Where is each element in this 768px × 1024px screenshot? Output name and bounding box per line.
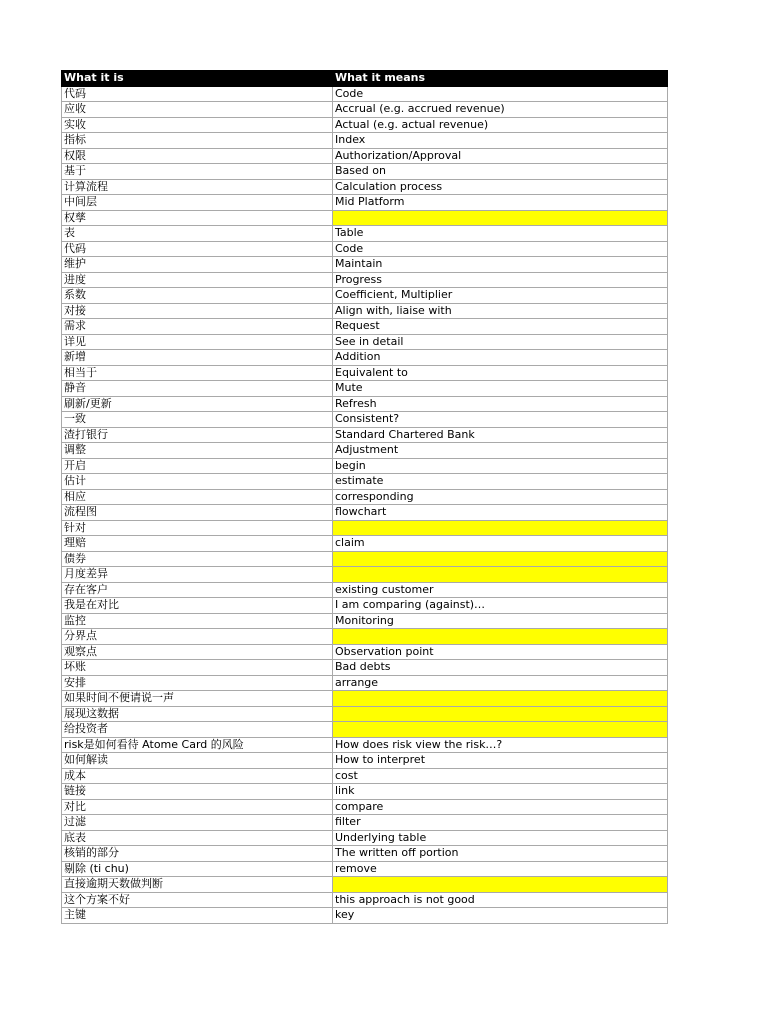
table-row <box>62 396 668 412</box>
cell-meaning: existing customer <box>333 582 668 598</box>
cell-meaning: Calculation process <box>333 179 668 195</box>
table-row <box>62 861 668 877</box>
cell-term: 针对 <box>62 520 333 536</box>
cell-meaning: begin <box>333 458 668 474</box>
table-row <box>62 365 668 381</box>
table-row <box>62 179 668 195</box>
cell-term: 如何解读 <box>62 753 333 769</box>
cell-meaning: Bad debts <box>333 660 668 676</box>
table-row <box>62 288 668 304</box>
table-row <box>62 722 668 738</box>
cell-term: 月度差异 <box>62 567 333 583</box>
cell-term: 一致 <box>62 412 333 428</box>
cell-term: 观察点 <box>62 644 333 660</box>
cell-term: 开启 <box>62 458 333 474</box>
cell-term: 理赔 <box>62 536 333 552</box>
header-row <box>62 71 668 87</box>
cell-term: 相应 <box>62 489 333 505</box>
cell-meaning: remove <box>333 861 668 877</box>
cell-term: 相当于 <box>62 365 333 381</box>
table-row <box>62 505 668 521</box>
cell-term: 权孳 <box>62 210 333 226</box>
cell-meaning: estimate <box>333 474 668 490</box>
table-row <box>62 458 668 474</box>
cell-meaning <box>333 567 668 583</box>
cell-term: 坏账 <box>62 660 333 676</box>
table-row <box>62 660 668 676</box>
cell-term: 分界点 <box>62 629 333 645</box>
table-row <box>62 644 668 660</box>
table-row <box>62 350 668 366</box>
cell-meaning: How to interpret <box>333 753 668 769</box>
table-row <box>62 86 668 102</box>
cell-meaning: this approach is not good <box>333 892 668 908</box>
cell-meaning <box>333 706 668 722</box>
table-row <box>62 489 668 505</box>
cell-term: 债券 <box>62 551 333 567</box>
cell-term: 主键 <box>62 908 333 924</box>
cell-term: 这个方案不好 <box>62 892 333 908</box>
cell-term: 如果时间不便请说一声 <box>62 691 333 707</box>
table-row <box>62 629 668 645</box>
cell-term: 过滤 <box>62 815 333 831</box>
cell-term: 剔除 (ti chu) <box>62 861 333 877</box>
cell-term: 对接 <box>62 303 333 319</box>
cell-meaning: Consistent? <box>333 412 668 428</box>
cell-term: 新增 <box>62 350 333 366</box>
cell-term: 给投资者 <box>62 722 333 738</box>
cell-meaning: Accrual (e.g. accrued revenue) <box>333 102 668 118</box>
cell-meaning: Progress <box>333 272 668 288</box>
cell-term: 中间层 <box>62 195 333 211</box>
table-row <box>62 133 668 149</box>
table-row <box>62 582 668 598</box>
cell-term: 成本 <box>62 768 333 784</box>
table-row <box>62 319 668 335</box>
cell-meaning: key <box>333 908 668 924</box>
cell-meaning: The written off portion <box>333 846 668 862</box>
cell-meaning: How does risk view the risk…? <box>333 737 668 753</box>
cell-meaning: Addition <box>333 350 668 366</box>
table-row <box>62 877 668 893</box>
table-row <box>62 830 668 846</box>
cell-meaning: Align with, liaise with <box>333 303 668 319</box>
table-row <box>62 768 668 784</box>
cell-term: 指标 <box>62 133 333 149</box>
cell-term: 需求 <box>62 319 333 335</box>
cell-meaning: Mid Platform <box>333 195 668 211</box>
cell-meaning: Code <box>333 241 668 257</box>
cell-term: 展现这数据 <box>62 706 333 722</box>
cell-term: 调整 <box>62 443 333 459</box>
cell-meaning <box>333 877 668 893</box>
cell-meaning: filter <box>333 815 668 831</box>
cell-meaning: See in detail <box>333 334 668 350</box>
table-row <box>62 691 668 707</box>
table-row <box>62 598 668 614</box>
cell-term: 估计 <box>62 474 333 490</box>
cell-term: 核销的部分 <box>62 846 333 862</box>
table-row <box>62 427 668 443</box>
table-row <box>62 675 668 691</box>
cell-meaning <box>333 629 668 645</box>
cell-meaning: Request <box>333 319 668 335</box>
table-row <box>62 567 668 583</box>
table-row <box>62 908 668 924</box>
cell-meaning <box>333 520 668 536</box>
header-what-it-means: What it means <box>333 71 668 87</box>
cell-term: 对比 <box>62 799 333 815</box>
table-row <box>62 706 668 722</box>
cell-meaning: corresponding <box>333 489 668 505</box>
table-row <box>62 195 668 211</box>
cell-meaning: cost <box>333 768 668 784</box>
cell-meaning: Maintain <box>333 257 668 273</box>
cell-term: 详见 <box>62 334 333 350</box>
cell-meaning: Mute <box>333 381 668 397</box>
cell-meaning: Adjustment <box>333 443 668 459</box>
table-row <box>62 381 668 397</box>
cell-meaning: flowchart <box>333 505 668 521</box>
cell-meaning <box>333 722 668 738</box>
cell-meaning: Based on <box>333 164 668 180</box>
cell-meaning: Table <box>333 226 668 242</box>
cell-term: 代码 <box>62 86 333 102</box>
cell-term: 应收 <box>62 102 333 118</box>
table-row <box>62 799 668 815</box>
cell-term: 链接 <box>62 784 333 800</box>
cell-meaning: Index <box>333 133 668 149</box>
cell-meaning <box>333 210 668 226</box>
cell-meaning: Observation point <box>333 644 668 660</box>
cell-term: 代码 <box>62 241 333 257</box>
table-row <box>62 148 668 164</box>
cell-term: 维护 <box>62 257 333 273</box>
table-row <box>62 257 668 273</box>
cell-term: risk是如何看待 Atome Card 的风险 <box>62 737 333 753</box>
cell-term: 权限 <box>62 148 333 164</box>
table-row <box>62 520 668 536</box>
cell-term: 安排 <box>62 675 333 691</box>
table-row <box>62 226 668 242</box>
cell-term: 直接逾期天数做判断 <box>62 877 333 893</box>
table-row <box>62 334 668 350</box>
cell-meaning: I am comparing (against)… <box>333 598 668 614</box>
cell-meaning: Underlying table <box>333 830 668 846</box>
cell-meaning: Equivalent to <box>333 365 668 381</box>
cell-term: 监控 <box>62 613 333 629</box>
cell-term: 表 <box>62 226 333 242</box>
glossary-table <box>61 70 668 924</box>
cell-meaning: Coefficient, Multiplier <box>333 288 668 304</box>
table-row <box>62 784 668 800</box>
table-row <box>62 210 668 226</box>
table-row <box>62 613 668 629</box>
cell-term: 我是在对比 <box>62 598 333 614</box>
cell-meaning <box>333 691 668 707</box>
table-row <box>62 443 668 459</box>
cell-meaning: claim <box>333 536 668 552</box>
table-row <box>62 102 668 118</box>
cell-term: 流程图 <box>62 505 333 521</box>
cell-term: 实收 <box>62 117 333 133</box>
table-row <box>62 164 668 180</box>
table-row <box>62 272 668 288</box>
cell-term: 计算流程 <box>62 179 333 195</box>
cell-meaning: Authorization/Approval <box>333 148 668 164</box>
table-body <box>62 86 668 923</box>
table-row <box>62 117 668 133</box>
table-row <box>62 737 668 753</box>
cell-term: 系数 <box>62 288 333 304</box>
table-row <box>62 753 668 769</box>
header-what-it-is: What it is <box>62 71 333 87</box>
table-row <box>62 241 668 257</box>
cell-term: 进度 <box>62 272 333 288</box>
cell-meaning: Actual (e.g. actual revenue) <box>333 117 668 133</box>
cell-meaning: Refresh <box>333 396 668 412</box>
cell-meaning: link <box>333 784 668 800</box>
cell-term: 存在客户 <box>62 582 333 598</box>
table-row <box>62 303 668 319</box>
table-row <box>62 892 668 908</box>
table-row <box>62 846 668 862</box>
cell-meaning: Code <box>333 86 668 102</box>
cell-meaning: arrange <box>333 675 668 691</box>
table-row <box>62 815 668 831</box>
cell-term: 静音 <box>62 381 333 397</box>
table-row <box>62 412 668 428</box>
cell-meaning <box>333 551 668 567</box>
cell-term: 渣打银行 <box>62 427 333 443</box>
table-row <box>62 536 668 552</box>
cell-meaning: Monitoring <box>333 613 668 629</box>
table-row <box>62 551 668 567</box>
cell-term: 刷新/更新 <box>62 396 333 412</box>
cell-meaning: Standard Chartered Bank <box>333 427 668 443</box>
cell-term: 基于 <box>62 164 333 180</box>
cell-term: 底表 <box>62 830 333 846</box>
table-row <box>62 474 668 490</box>
cell-meaning: compare <box>333 799 668 815</box>
